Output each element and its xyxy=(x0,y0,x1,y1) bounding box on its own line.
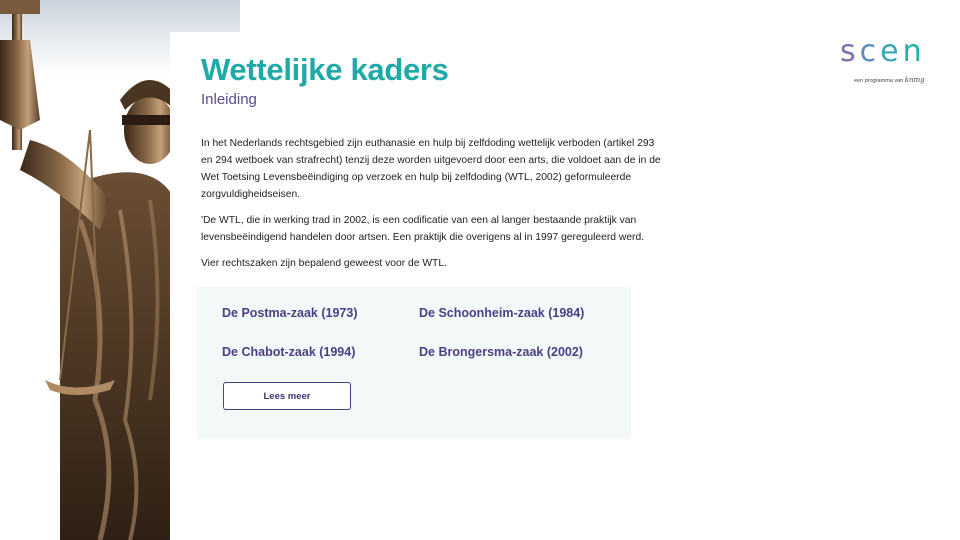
page-subtitle: Inleiding xyxy=(201,91,257,108)
scen-logo xyxy=(840,34,940,90)
intro-text xyxy=(201,135,661,281)
case-schoonheim[interactable]: De Schoonheim-zaak (1984) xyxy=(419,306,585,320)
read-more-button[interactable]: Lees meer xyxy=(223,382,351,410)
case-postma[interactable]: De Postma-zaak (1973) xyxy=(222,306,358,320)
intro-paragraph: In het Nederlands rechtsgebied zijn euthanasie en hulp bij zelfdoding wettelijk verboden (artikel 293 en 294 wetboek van strafrecht) tenzij deze worden uitgevoerd door een arts, die voldoet aan de in de Wet Toetsing Levensbeëindiging op verzoek en hulp bij zelfdoding (WTL, 2002) geformuleerde zorgvuldigheidseisen. xyxy=(201,138,661,200)
case-chabot[interactable]: De Chabot-zaak (1994) xyxy=(222,345,356,359)
intro-paragraph: 'De WTL, die in werking trad in 2002, is een codificatie van een al langer bestaande praktijk van levensbeëindigend handelen door artsen. Een praktijk die overigens al in 1997 gereguleerd werd. xyxy=(201,215,645,243)
logo-tagline: een programma van knmg xyxy=(854,76,925,84)
scen-logo-wordmark: scen xyxy=(840,34,926,69)
intro-paragraph: Vier rechtszaken zijn bepalend geweest voor de WTL. xyxy=(201,258,447,269)
case-brongersma[interactable]: De Brongersma-zaak (2002) xyxy=(419,345,583,359)
content-panel xyxy=(170,32,960,540)
page-title: Wettelijke kaders xyxy=(201,52,449,87)
